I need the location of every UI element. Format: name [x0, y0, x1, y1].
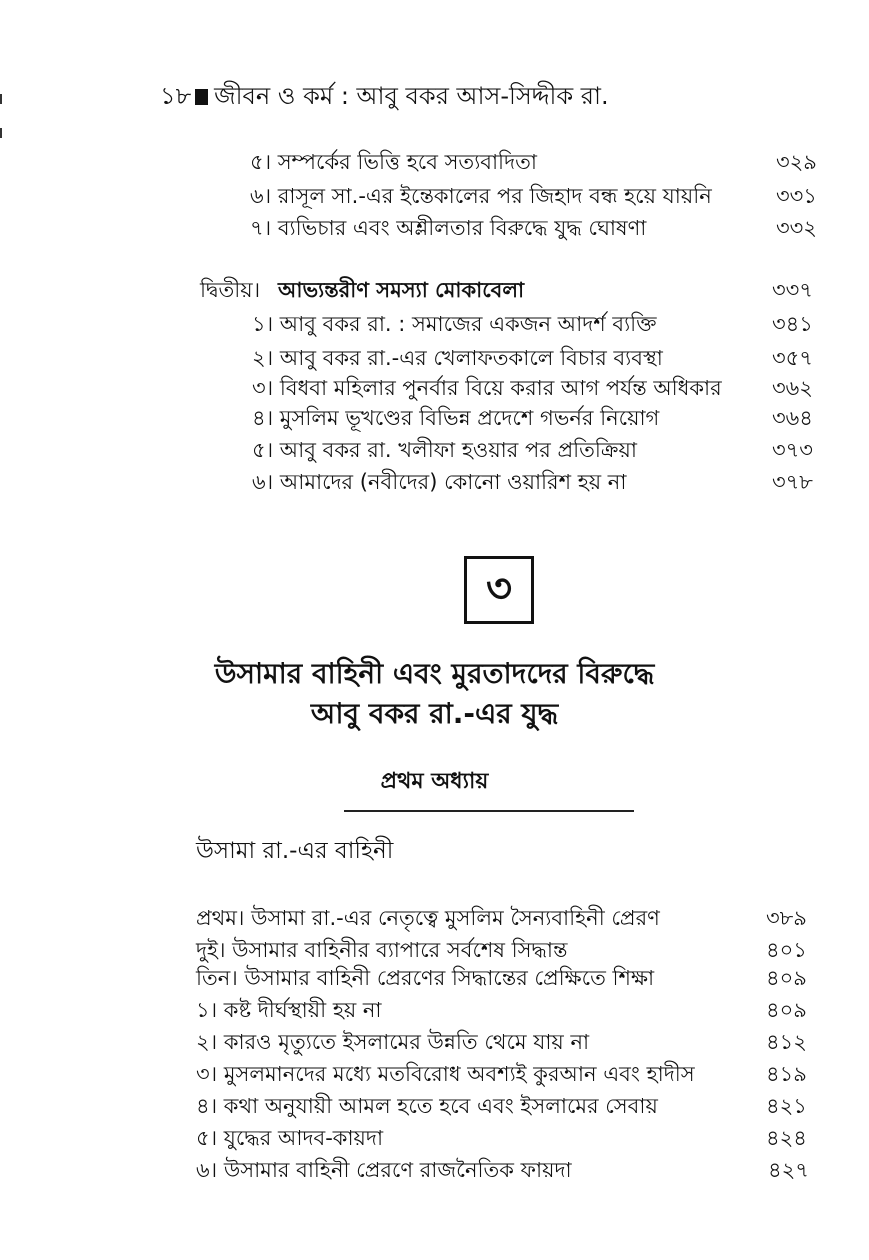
toc-entry-text: ৫। যুদ্ধের আদব-কায়দা [196, 1126, 384, 1150]
part-number: ৩ [485, 565, 512, 612]
toc-entry-text: ৬। উসামার বাহিনী প্রেরণে রাজনৈতিক ফায়দা [196, 1158, 572, 1182]
toc-entry-page: ৪২৪ [766, 1126, 807, 1150]
toc-entry-page: ৪০১ [766, 938, 807, 962]
toc-entry-page: ৩২৯ [776, 150, 817, 174]
toc-entry-text: ৩। বিধবা মহিলার পুনর্বার বিয়ে করার আগ পর্যন্ত অধিকার [252, 376, 722, 400]
section-page: ৩৩৭ [772, 278, 813, 302]
toc-entry-page: ৪২৭ [768, 1158, 809, 1182]
toc-entry-page: ৩৮৯ [766, 906, 807, 930]
part-title-line-1: উসামার বাহিনী এবং মুরতাদদের বিরুদ্ধে [214, 657, 655, 690]
toc-entry-text: ৪। মুসলিম ভূখণ্ডের বিভিন্ন প্রদেশে গভর্নর নিয়োগ [252, 406, 660, 430]
page-edge-mark [0, 94, 2, 104]
toc-entry-text: ২। কারও মৃত্যুতে ইসলামের উন্নতি থেমে যায় না [196, 1030, 590, 1054]
toc-entry-text: তিন। উসামার বাহিনী প্রেরণের সিদ্ধান্তের প্রেক্ষিতে শিক্ষা [196, 966, 655, 990]
divider [344, 810, 634, 812]
toc-entry-page: ৩৭৮ [772, 470, 813, 494]
toc-entry-page: ৪২১ [766, 1094, 807, 1118]
page-number: ১৮ [160, 82, 192, 110]
toc-entry-text: ২। আবু বকর রা.-এর খেলাফতকালে বিচার ব্যবস্থা [252, 346, 663, 370]
square-bullet-icon [195, 89, 208, 105]
toc-entry-text: ৭। ব্যভিচার এবং অশ্লীলতার বিরুদ্ধে যুদ্ধ ঘোষণা [250, 216, 647, 240]
toc-entry-page: ৪০৯ [766, 966, 807, 990]
toc-entry-page: ৪০৯ [766, 998, 807, 1022]
toc-entry-page: ৩৭৩ [772, 438, 813, 462]
section-label: দ্বিতীয়। [200, 278, 261, 302]
toc-entry-page: ৩৩১ [776, 184, 817, 208]
toc-entry-text: ৬। রাসূল সা.-এর ইন্তেকালের পর জিহাদ বন্ধ হয়ে যায়নি [250, 184, 712, 208]
toc-entry-text: ৬। আমাদের (নবীদের) কোনো ওয়ারিশ হয় না [252, 470, 627, 494]
toc-entry-text: ১। কষ্ট দীর্ঘস্থায়ী হয় না [196, 998, 382, 1022]
toc-entry-text: ৫। সম্পর্কের ভিত্তি হবে সত্যবাদিতা [250, 150, 537, 174]
toc-entry-text: ৩। মুসলমানদের মধ্যে মতবিরোধ অবশ্যই কুরআন এবং হাদীস [196, 1062, 695, 1086]
toc-entry-page: ৪১২ [766, 1030, 807, 1054]
toc-entry-page: ৩৬৪ [772, 406, 813, 430]
toc-entry-page: ৪১৯ [766, 1062, 807, 1086]
toc-entry-text: প্রথম। উসামা রা.-এর নেতৃত্বে মুসলিম সৈন্যবাহিনী প্রেরণ [196, 906, 660, 930]
toc-entry-text: ৪। কথা অনুযায়ী আমল হতে হবে এবং ইসলামের সেবায় [196, 1094, 658, 1118]
toc-entry-page: ৩৪১ [772, 312, 813, 336]
part-number-box [464, 556, 534, 624]
section-title: আভ্যন্তরীণ সমস্যা মোকাবেলা [278, 278, 525, 302]
running-header [160, 78, 609, 118]
toc-entry-page: ৩৬২ [772, 376, 813, 400]
toc-entry-page: ৩৫৭ [772, 346, 813, 370]
chapter-subtitle: উসামা রা.-এর বাহিনী [196, 838, 394, 864]
toc-entry-text: ৫। আবু বকর রা. খলীফা হওয়ার পর প্রতিক্রিয়া [252, 438, 637, 462]
toc-entry-text: দুই। উসামার বাহিনীর ব্যাপারে সর্বশেষ সিদ্ধান্ত [196, 938, 568, 962]
page-edge-mark [0, 128, 2, 138]
chapter-heading: প্রথম অধ্যায় [380, 769, 489, 794]
toc-entry-text: ১। আবু বকর রা. : সমাজের একজন আদর্শ ব্যক্তি [252, 312, 657, 336]
toc-entry-page: ৩৩২ [776, 216, 817, 240]
header-title: জীবন ও কর্ম : আবু বকর আস-সিদ্দীক রা. [214, 82, 609, 110]
part-title-line-2: আবু বকর রা.-এর যুদ্ধ [310, 697, 559, 730]
